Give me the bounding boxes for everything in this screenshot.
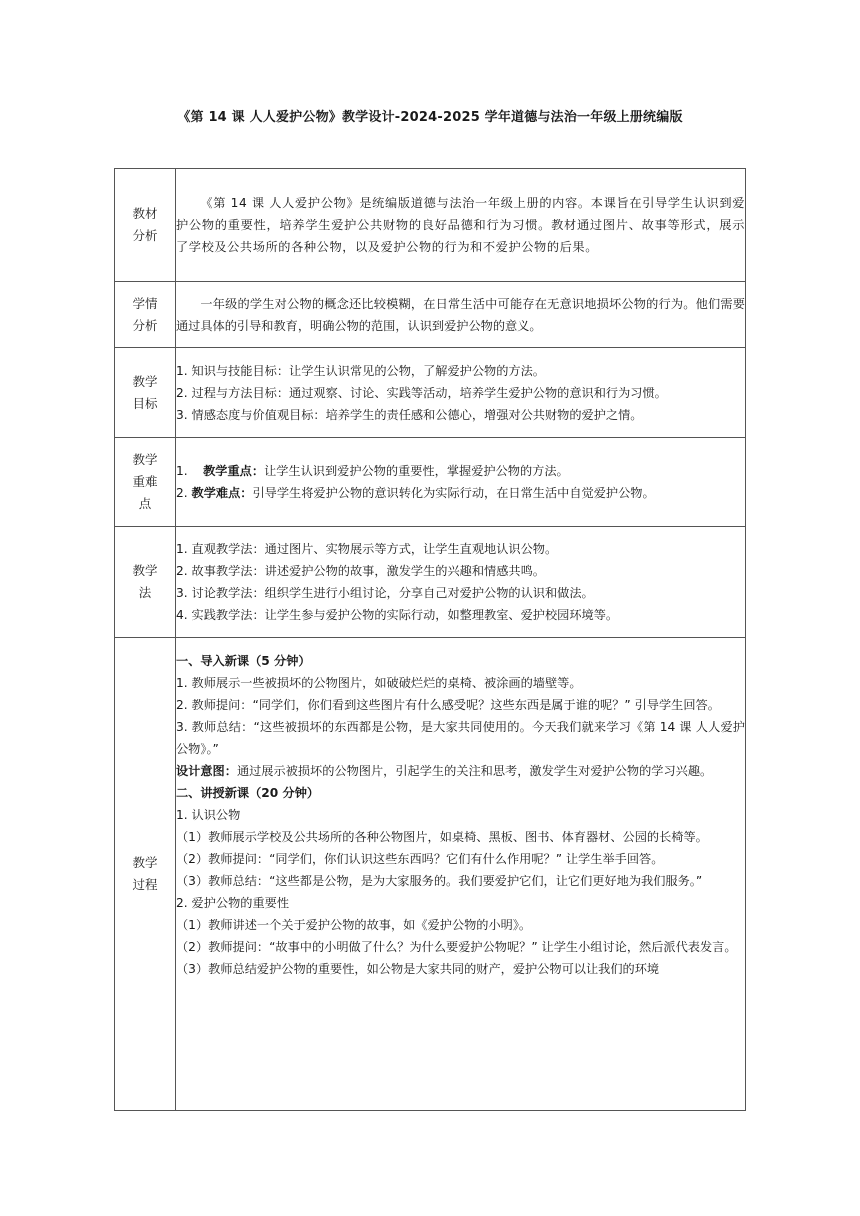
content-material-analysis bbox=[176, 169, 746, 282]
key-point-item bbox=[176, 460, 745, 482]
section-heading: 二、讲授新课（20 分钟） bbox=[176, 786, 320, 800]
goal-item: 2. 过程与方法目标：通过观察、讨论、实践等活动，培养学生爱护公物的意识和行为习惯。 bbox=[176, 385, 667, 400]
difficult-point-item bbox=[176, 482, 745, 504]
row-teaching-process bbox=[115, 638, 746, 1111]
process-step: 1. 教师展示一些被损坏的公物图片，如破破烂烂的桌椅、被涂画的墙壁等。 bbox=[176, 676, 582, 690]
process-step: （1）教师展示学校及公共场所的各种公物图片，如桌椅、黑板、图书、体育器材、公园的长椅等。 bbox=[176, 830, 708, 844]
lesson-plan-table bbox=[114, 168, 746, 1111]
row-key-difficult-points bbox=[115, 438, 746, 527]
label-line: 学情 bbox=[132, 295, 158, 311]
label-key-difficult-points bbox=[115, 438, 176, 527]
section-heading: 一、导入新课（5 分钟） bbox=[176, 654, 311, 668]
process-step: （2）教师提问：“故事中的小明做了什么？为什么要爱护公物呢？” 让学生小组讨论，然后派代表发言。 bbox=[176, 940, 737, 954]
label-teaching-process bbox=[115, 638, 176, 1111]
method-item: 4. 实践教学法：让学生参与爱护公物的实际行动，如整理教室、爱护校园环境等。 bbox=[176, 608, 619, 622]
label-line: 点 bbox=[138, 496, 152, 511]
content-student-analysis bbox=[176, 282, 746, 348]
label-line: 教材 bbox=[132, 206, 158, 221]
process-step: （2）教师提问：“同学们，你们认识这些东西吗？它们有什么作用呢？” 让学生举手回答。 bbox=[176, 852, 664, 866]
process-step: 2. 教师提问：“同学们，你们看到这些图片有什么感受呢？这些东西是属于谁的呢？” 引导学生回答。 bbox=[176, 698, 720, 712]
process-subheading: 1. 认识公物 bbox=[176, 808, 241, 822]
design-intent bbox=[176, 760, 745, 782]
design-intent-body: 通过展示被损坏的公物图片，引起学生的关注和思考，激发学生对爱护公物的学习兴趣。 bbox=[236, 764, 713, 778]
process-step: （3）教师总结：“这些都是公物，是为大家服务的。我们要爱护它们，让它们更好地为我们服务。” bbox=[176, 874, 703, 888]
method-item: 2. 故事教学法：讲述爱护公物的故事，激发学生的兴趣和情感共鸣。 bbox=[176, 564, 545, 578]
content-key-difficult-points bbox=[176, 438, 746, 527]
process-subheading: 2. 爱护公物的重要性 bbox=[176, 896, 290, 910]
document-title: 《第 14 课 人人爱护公物》教学设计-2024-2025 学年道德与法治一年级上册统编版 bbox=[177, 110, 683, 125]
method-item: 1. 直观教学法：通过图片、实物展示等方式，让学生直观地认识公物。 bbox=[176, 542, 558, 556]
item-number: 1. bbox=[176, 464, 204, 478]
label-line: 分析 bbox=[132, 317, 158, 333]
design-intent-heading: 设计意图： bbox=[176, 764, 237, 778]
item-heading: 教学重点： bbox=[203, 464, 265, 478]
label-line: 分析 bbox=[132, 228, 158, 243]
content-teaching-methods bbox=[176, 527, 746, 638]
item-body: 让学生认识到爱护公物的重要性，掌握爱护公物的方法。 bbox=[264, 464, 569, 478]
label-line: 重难 bbox=[132, 474, 158, 489]
label-line: 教学 bbox=[132, 373, 158, 389]
label-material-analysis bbox=[115, 169, 176, 282]
material-text: 《第 14 课 人人爱护公物》是统编版道德与法治一年级上册的内容。本课旨在引导学生认识到爱护公物的重要性，培养学生爱护公共财物的良好品德和行为习惯。教材通过图片、故事等形式，展示了学校及公共场所的各种公物，以及爱护公物的行为和不爱护公物的后果。 bbox=[176, 196, 745, 254]
content-teaching-goals bbox=[176, 348, 746, 438]
label-teaching-goals bbox=[115, 348, 176, 438]
label-line: 法 bbox=[138, 585, 152, 600]
process-step: 3. 教师总结：“这些被损坏的东西都是公物，是大家共同使用的。今天我们就来学习《第 14 课 人人爱护公物》。” bbox=[176, 720, 745, 756]
label-teaching-methods bbox=[115, 527, 176, 638]
goal-item: 1. 知识与技能目标：让学生认识常见的公物，了解爱护公物的方法。 bbox=[176, 363, 545, 378]
item-number: 2. bbox=[176, 486, 192, 500]
process-step: （3）教师总结爱护公物的重要性，如公物是大家共同的财产，爱护公物可以让我们的环境 bbox=[176, 962, 660, 976]
label-line: 目标 bbox=[132, 395, 158, 411]
label-line: 教学 bbox=[132, 855, 158, 870]
process-step: （1）教师讲述一个关于爱护公物的故事，如《爱护公物的小明》。 bbox=[176, 918, 532, 932]
label-student-analysis bbox=[115, 282, 176, 348]
row-teaching-methods bbox=[115, 527, 746, 638]
label-line: 教学 bbox=[132, 563, 158, 578]
goal-item: 3. 情感态度与价值观目标：培养学生的责任感和公德心，增强对公共财物的爱护之情。 bbox=[176, 407, 643, 422]
row-student-analysis bbox=[115, 282, 746, 348]
row-material-analysis bbox=[115, 169, 746, 282]
label-line: 过程 bbox=[132, 877, 158, 892]
method-item: 3. 讨论教学法：组织学生进行小组讨论，分享自己对爱护公物的认识和做法。 bbox=[176, 586, 594, 600]
label-line: 教学 bbox=[132, 452, 158, 467]
students-text: 一年级的学生对公物的概念还比较模糊，在日常生活中可能存在无意识地损坏公物的行为。他们需要通过具体的引导和教育，明确公物的范围，认识到爱护公物的意义。 bbox=[176, 296, 745, 333]
row-teaching-goals bbox=[115, 348, 746, 438]
content-teaching-process bbox=[176, 638, 746, 1111]
item-body: 引导学生将爱护公物的意识转化为实际行动，在日常生活中自觉爱护公物。 bbox=[252, 486, 655, 500]
item-heading: 教学难点： bbox=[191, 486, 253, 500]
